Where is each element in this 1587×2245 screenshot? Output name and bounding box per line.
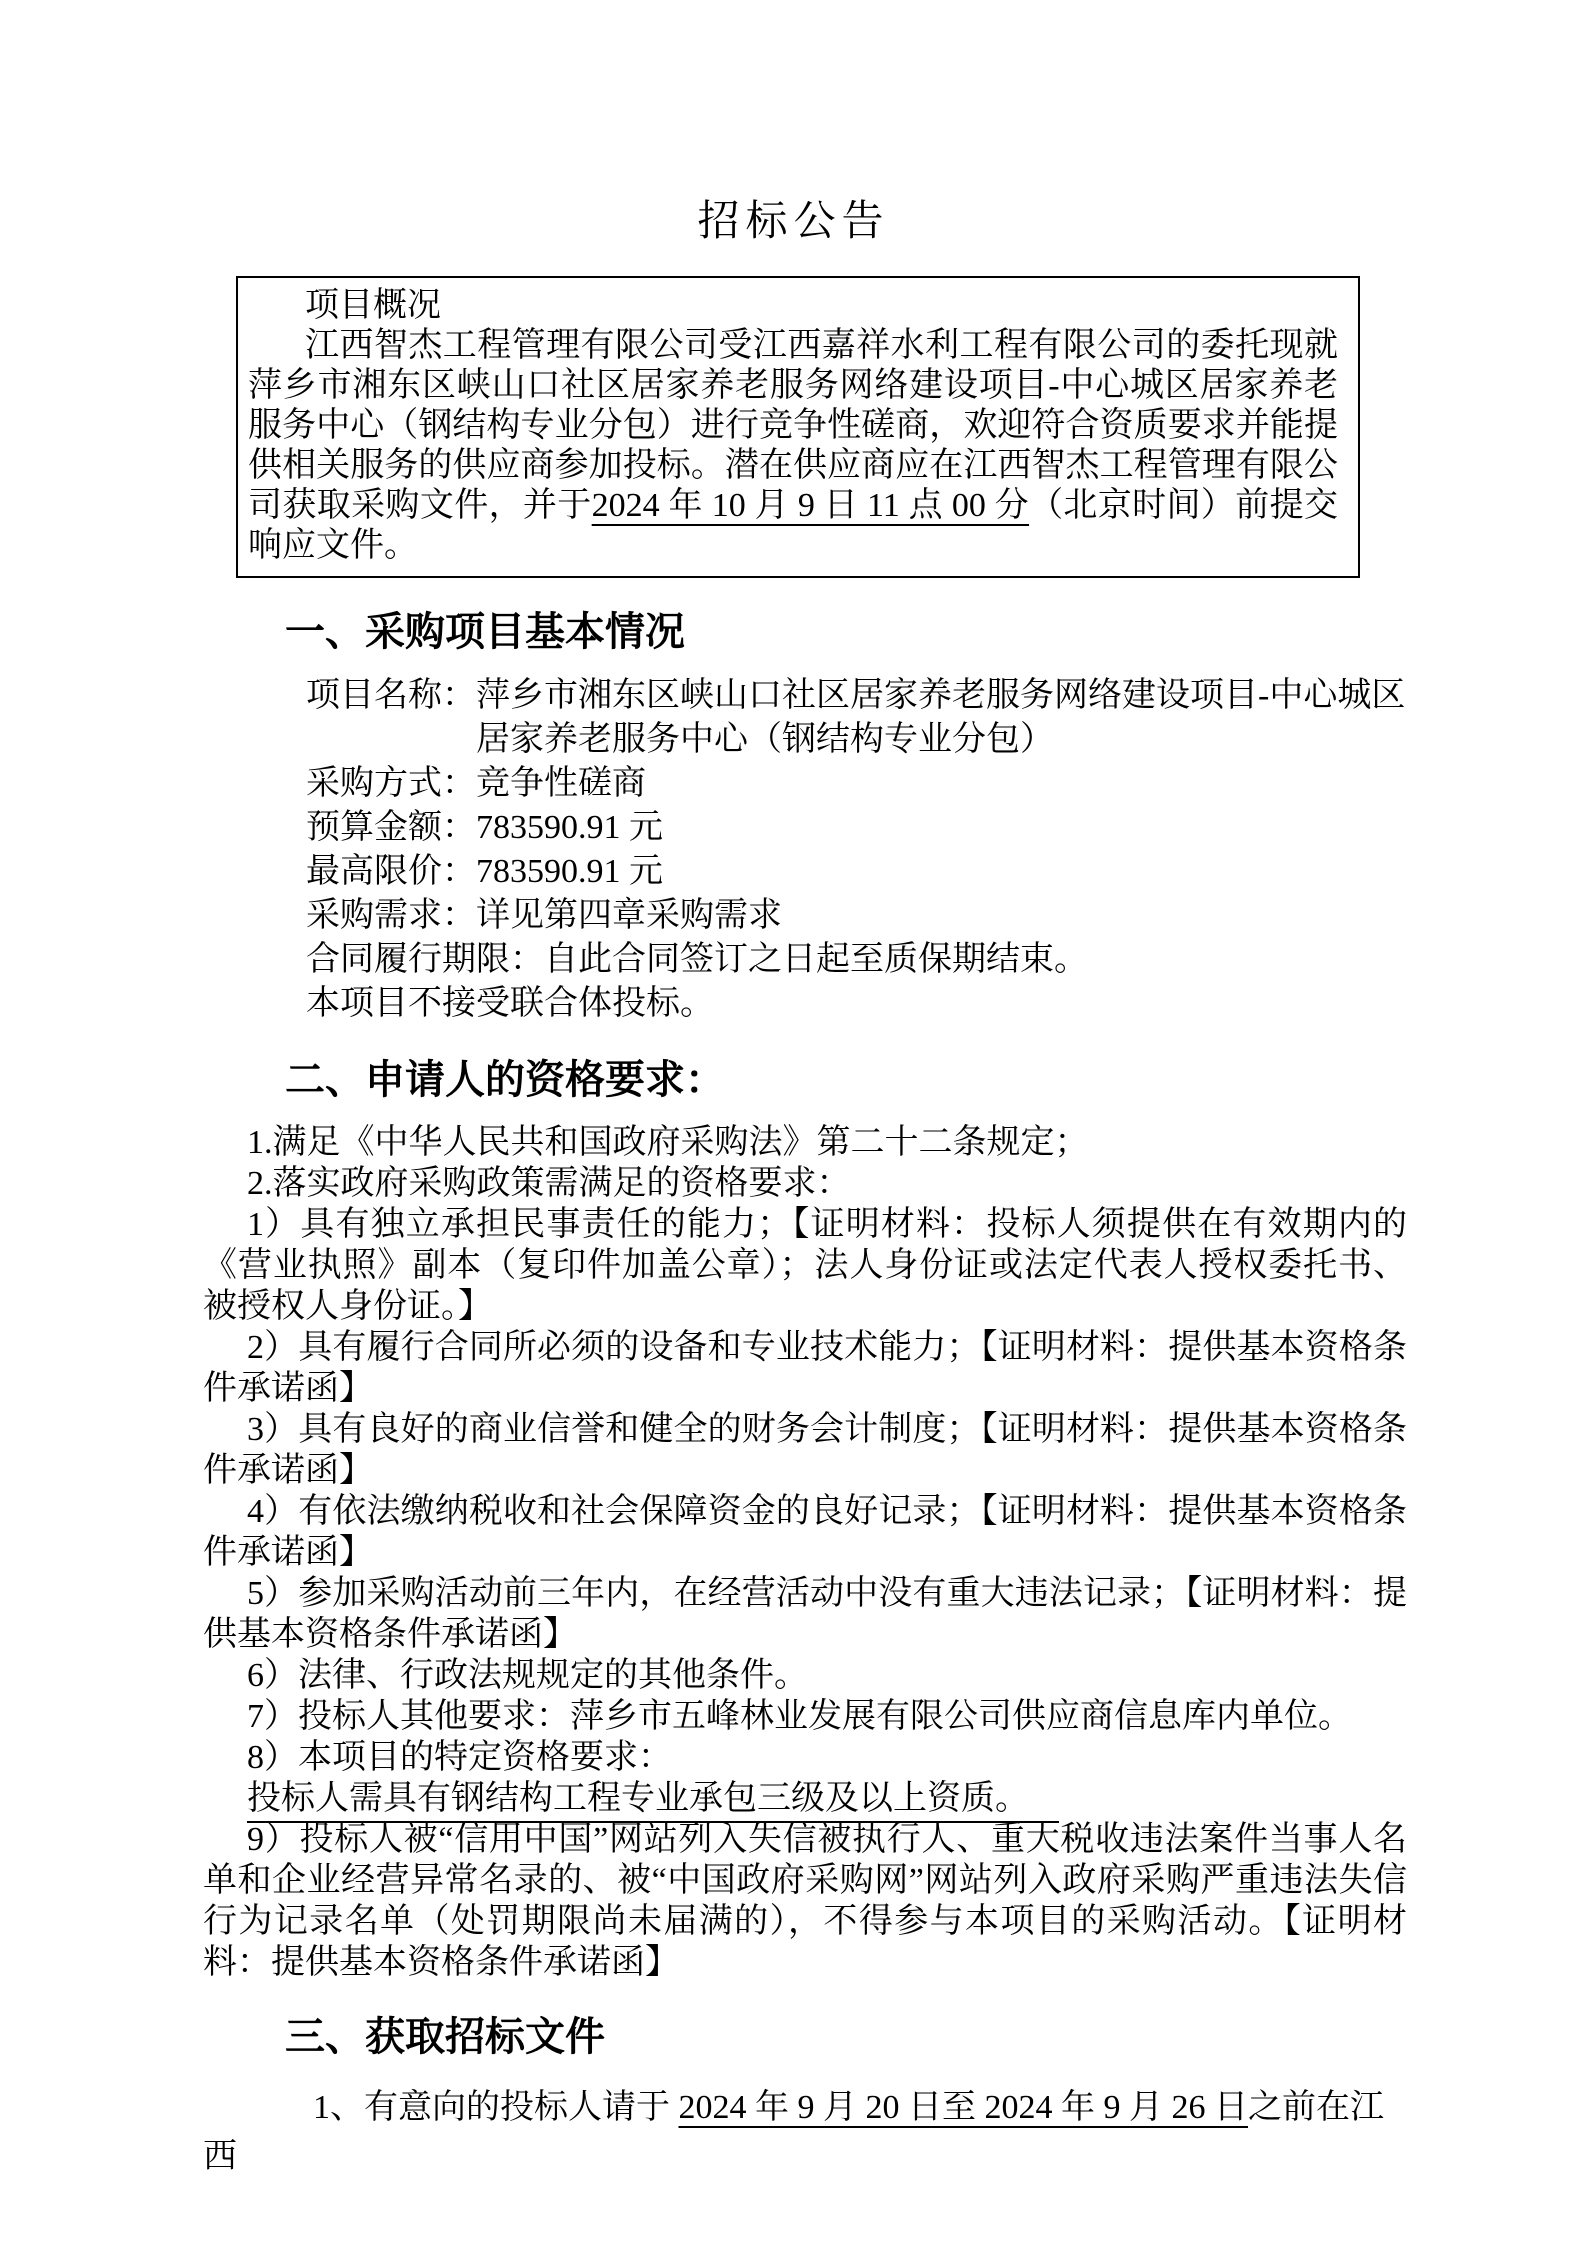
field-row-budget-amount — [306, 806, 1407, 850]
section-heading-qualification: 二、申请人的资格要求： — [285, 1057, 725, 1102]
special-qualification-underline: 投标人需具有钢结构工程专业承包三级及以上资质。 — [247, 1780, 1059, 1823]
field-label-project-name: 项目名称： — [306, 677, 476, 714]
qualification-item: 8）本项目的特定资格要求： — [247, 1739, 672, 1776]
overview-intro-text: 江西智杰工程管理有限公司受江西嘉祥水利工程有限公司的委托现就萍乡市湘东区峡山口社区居家养老服务网络建设项目-中心城区居家养老服务中心（钢结构专业分包）进行竞争性磋商，欢迎符合资质要求并能提供相关服务的供应商参加投标。潜在供应商应在江西智杰工程管理有限公司获取采购文件，并于 — [248, 327, 1338, 524]
field-row-procurement-method — [306, 762, 1407, 806]
field-label-procurement-method: 采购方式： — [306, 765, 476, 802]
qualification-item: 6）法律、行政法规规定的其他条件。 — [247, 1657, 808, 1694]
section-heading-obtain-documents: 三、获取招标文件 — [285, 2014, 605, 2059]
qualification-item: 4）有依法缴纳税收和社会保障资金的良好记录；【证明材料：提供基本资格条件承诺函】 — [203, 1493, 1407, 1571]
basic-info-fields — [306, 674, 1407, 1026]
qualification-item: 7）投标人其他要求：萍乡市五峰林业发展有限公司供应商信息库内单位。 — [247, 1698, 1352, 1735]
field-row-contract-period — [306, 938, 1407, 982]
obtain-date-range-underline: 2024 年 9 月 20 日至 2024 年 9 月 26 日 — [678, 2089, 1248, 2126]
qualification-item: 3）具有良好的商业信誉和健全的财务会计制度；【证明材料：提供基本资格条件承诺函】 — [203, 1411, 1407, 1489]
qualification-item: 5）参加采购活动前三年内，在经营活动中没有重大违法记录；【证明材料：提供基本资格条件承诺函】 — [203, 1575, 1407, 1653]
project-overview-box — [236, 276, 1360, 578]
overview-paragraph — [248, 326, 1338, 566]
field-row-procurement-demand — [306, 894, 1407, 938]
qualification-item: 1.满足《中华人民共和国政府采购法》第二十二条规定； — [247, 1124, 1089, 1161]
field-row-price-ceiling — [306, 850, 1407, 894]
obtain-line-prefix: 1、有意向的投标人请于 — [313, 2089, 679, 2126]
field-value-price-ceiling: 783590.91 元 — [476, 853, 663, 890]
field-value-procurement-method: 竞争性磋商 — [476, 765, 646, 802]
obtain-documents-line — [203, 2079, 1407, 2177]
qualification-items — [203, 1122, 1407, 1983]
field-label-price-ceiling: 最高限价： — [306, 853, 476, 890]
field-label-procurement-demand: 采购需求： — [306, 897, 476, 934]
qualification-item: 2）具有履行合同所必须的设备和专业技术能力；【证明材料：提供基本资格条件承诺函】 — [203, 1329, 1407, 1407]
field-value-contract-period: 自此合同签订之日起至质保期结束。 — [544, 941, 1088, 978]
field-value-procurement-demand: 详见第四章采购需求 — [476, 897, 782, 934]
obtain-line-suffix: 之前在江西 — [203, 2089, 1384, 2175]
special-qualification-line — [203, 1778, 1407, 1819]
qualification-item-credit-china: 9）投标人被“信用中国”网站列入失信被执行人、重大税收违法案件当事人名单和企业经营异常名录的、被“中国政府采购网”网站列入政府采购严重违法失信行为记录名单（处罚期限尚未届满的），不得参与本项目的采购活动。【证明材料：提供基本资格条件承诺函】 — [203, 1821, 1407, 1981]
field-label-contract-period: 合同履行期限： — [306, 941, 544, 978]
document-body — [203, 276, 1407, 2177]
response-deadline-underline: 2024 年 10 月 9 日 11 点 00 分 — [591, 487, 1030, 524]
section-heading-basic-info: 一、采购项目基本情况 — [285, 609, 685, 654]
qualification-item: 2.落实政府采购政策需满足的资格要求： — [247, 1165, 851, 1202]
qualification-item: 1）具有独立承担民事责任的能力；【证明材料：投标人须提供在有效期内的《营业执照》副本（复印件加盖公章）；法人身份证或法定代表人授权委托书、被授权人身份证。】 — [203, 1206, 1407, 1325]
field-row-project-name — [306, 674, 1407, 762]
no-consortium-note: 本项目不接受联合体投标。 — [306, 985, 714, 1022]
overview-outro-text: （北京时间）前提交响应文件。 — [248, 487, 1338, 564]
field-label-budget-amount: 预算金额： — [306, 809, 476, 846]
page-title: 招标公告 — [697, 199, 890, 245]
field-value-project-name: 萍乡市湘东区峡山口社区居家养老服务网络建设项目-中心城区居家养老服务中心（钢结构专业分包） — [476, 677, 1406, 758]
field-value-budget-amount: 783590.91 元 — [476, 809, 663, 846]
overview-heading: 项目概况 — [305, 287, 441, 324]
